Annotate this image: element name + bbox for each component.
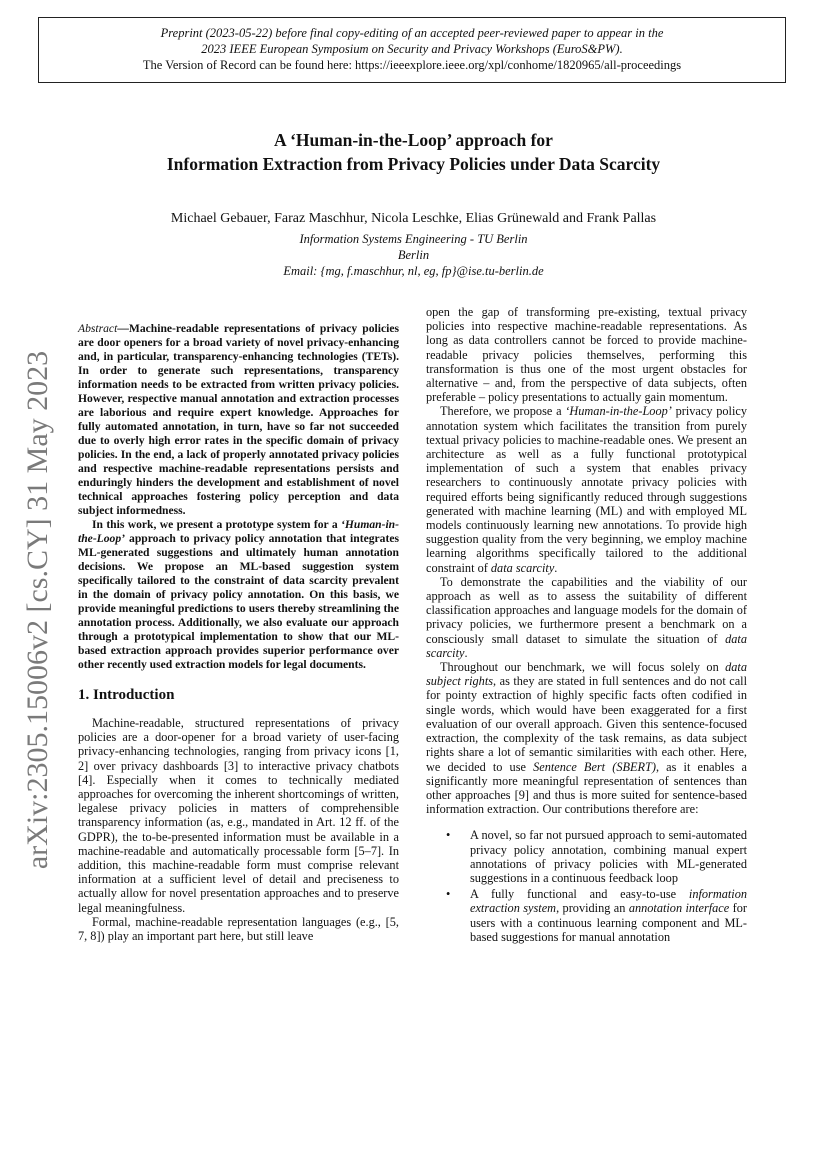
notice-line-3: The Version of Record can be found here: https://ieeexplore.ieee.org/xpl/conhome/1820965/all-proceedings bbox=[142, 58, 682, 72]
notice-line-1: Preprint (2023-05-22) before final copy-editing of an accepted peer-reviewed paper to appear in the bbox=[160, 26, 664, 40]
list-item: • A fully functional and easy-to-use information extraction system, providing an annotation interface for users with a continuous learning component and ML-based suggestions for manual annotation bbox=[446, 887, 747, 944]
author-list: Michael Gebauer, Faraz Maschhur, Nicola Leschke, Elias Grünewald and Frank Pallas bbox=[170, 211, 657, 226]
title-line-1: A ‘Human-in-the-Loop’ approach for bbox=[274, 130, 553, 150]
section-heading-introduction: 1. Introduction bbox=[78, 687, 175, 703]
right-paragraph-4: Throughout our benchmark, we will focus solely on data subject rights, as they are stated in full sentences and do not call for pointy extraction of highly specific facts often codified in single words, which would have been exaggerated for a first evaluation of our overall approach. Given this sentence-focused extraction, the complexity of the task remains, as data subject rights share a lot of semantic similarities with each other. Here, we decided to use Sentence Bert (SBERT), as it enables a significantly more meaningful representation of sentences than other approaches [9] and thus is more suited for sentence-based information extraction. Our contributions therefore are: bbox=[426, 660, 748, 817]
affiliation-department: Information Systems Engineering - TU Berlin bbox=[299, 232, 528, 246]
affiliation-city: Berlin bbox=[397, 248, 430, 262]
abstract-paragraph-1: Abstract—Machine-readable representations of privacy policies are door openers for a broad variety of novel privacy-enhancing and, in particular, transparency-enhancing technologies (TETs). In order to generate such representations, transparency information needs to be extracted from written privacy policies. However, respective manual annotation and extraction processes are laborious and require expert knowledge. Approaches for fully automated annotation, in turn, have so far not succeeded due to overly high error rates in the specific domain of privacy policies. In the end, a lack of properly annotated privacy policies and respective machine-readable representations persists and enduringly hinders the development and establishment of novel technical approaches fostering policy perception and data subject informedness. bbox=[78, 322, 399, 517]
arxiv-identifier-stamp: arXiv:2305.15006v2 [cs.CY] 31 May 2023 bbox=[21, 350, 54, 870]
abstract bbox=[78, 322, 399, 672]
notice-line-2: 2023 IEEE European Symposium on Security and Privacy Workshops (EuroS&PW). bbox=[201, 42, 623, 56]
intro-paragraph-1: Machine-readable, structured representations of privacy policies are a door-opener for a broad variety of user-facing privacy-enhancing technologies, ranging from privacy icons [1, 2] over privacy dashboards [3] to interactive privacy chatbots [4]. Especially when it comes to technically mediated approaches for overcoming the inherent shortcomings of written, legalese privacy policies in matters of comprehensible transparency information (as, e.g., mandated in Art. 12 ff. of the GDPR), the to-be-presented information must be available in a machine-readable and automatically processable form [5–7]. In addition, this machine-readable form must comprise relevant information at a sufficient level of detail and preciseness to actually allow for novel presentation approaches and to preserve legal meaningfulness. bbox=[78, 716, 399, 915]
bullet-icon: • bbox=[446, 887, 451, 902]
right-paragraph-3: To demonstrate the capabilities and the viability of our approach as well as to assess the suitability of different classification approaches and language models for the domain of privacy policies, we furthermore present a benchmark on a consciously small dataset to simulate the situation of data scarcity. bbox=[426, 574, 747, 660]
abstract-label: Abstract bbox=[78, 322, 118, 335]
preprint-notice bbox=[38, 17, 786, 83]
right-paragraph-1: open the gap of transforming pre-existing, textual privacy policies into respective machine-readable representations. As long as data controllers cannot be forced to provide machine-readable privacy policies themselves, performing this transformation is thus one of the most urgent obstacles for alternative – and, from the perspective of data subjects, often preferable – policy presentations to actually gain momentum. bbox=[426, 305, 747, 405]
right-column bbox=[426, 305, 747, 946]
intro-paragraph-2: Formal, machine-readable representation languages (e.g., [5, 7, 8]) play an important part here, but still leave bbox=[78, 914, 399, 944]
left-column bbox=[78, 322, 399, 943]
paper-title bbox=[80, 128, 747, 176]
bullet-icon: • bbox=[446, 828, 451, 843]
contributions-list bbox=[426, 828, 747, 944]
affiliation-email: Email: {mg, f.maschhur, nl, eg, fp}@ise.tu-berlin.de bbox=[283, 264, 544, 278]
right-paragraph-2: Therefore, we propose a ‘Human-in-the-Loop’ privacy policy annotation system which facilitates the transition from purely textual privacy policies to machine-readable ones. We present an architecture as well as a fully functional prototypical implementation of such a system that enables privacy researchers to continuously annotate privacy policies with required efforts being significantly reduced through suggestions generated with machine learning (ML) and with employed ML models continuously learning new annotations. To provide high suggestion quality from the very beginning, we employ machine learning algorithms specifically tailored to the additional constraint of data scarcity. bbox=[426, 404, 747, 575]
list-item: • A novel, so far not pursued approach to semi-automated privacy policy annotation, combining manual expert annotations of privacy policies with ML-generated suggestions in a continuous feedback loop bbox=[446, 828, 747, 885]
title-line-2: Information Extraction from Privacy Policies under Data Scarcity bbox=[166, 154, 661, 174]
abstract-paragraph-2: In this work, we present a prototype system for a ‘Human-in-the-Loop’ approach to privacy policy annotation that integrates ML-generated suggestions and ultimately human annotation decisions. We propose an ML-based suggestion system specifically tailored to the constraint of data scarcity prevalent in the domain of privacy policy annotation. On this basis, we provide meaningful predictions to users thereby streamlining the annotation process. Additionally, we also evaluate our approach through a prototypical implementation to show that our ML-based extraction approach provides superior performance over other recently used extraction models for legal documents. bbox=[78, 518, 399, 671]
